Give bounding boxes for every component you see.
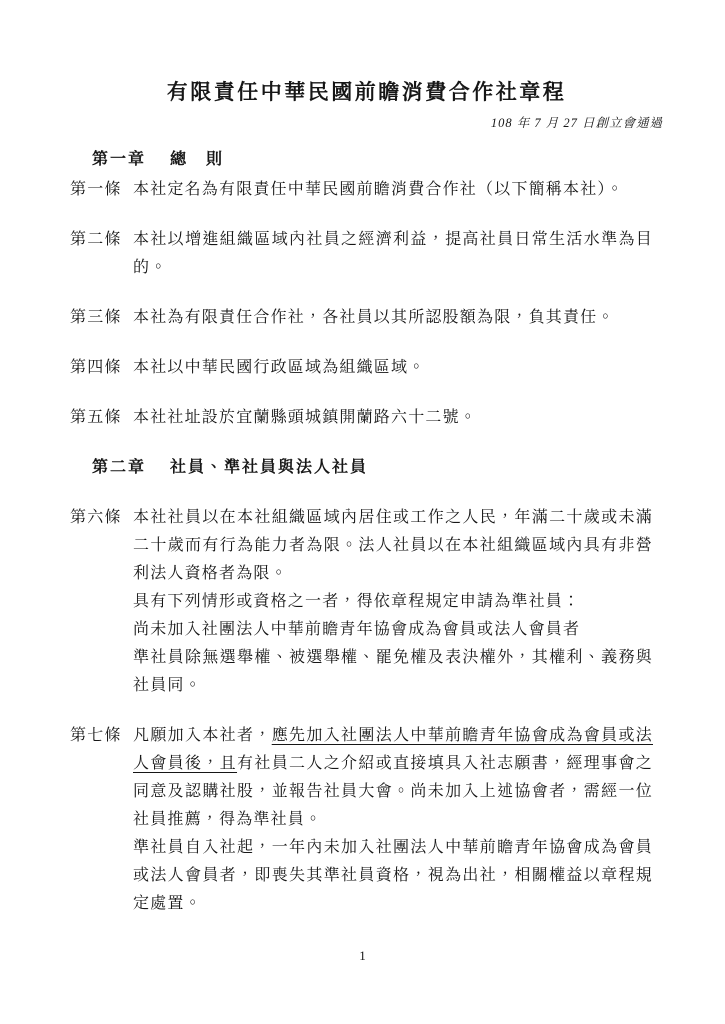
text-segment: 準社員自入社起，一年內未加入社團法人中華前瞻青年協會成為會員或法人會員者，即喪失其準社員資格，視為出社，相關權益以章程規定處置。 [133,839,653,912]
article-3 [70,304,663,332]
article-5 [70,404,663,432]
document-title: 有限責任中華民國前瞻消費合作社章程 [166,80,567,104]
underlined-clause: 應先加入社團法人中華前瞻青年協會成為會員或法人會員後，且 [133,727,653,772]
article-number: 第一條 [70,181,122,198]
article-number: 第三條 [70,309,122,326]
article-body [133,176,653,204]
article-1 [70,176,663,204]
text-segment: 具有下列情形或資格之一者，得依章程規定申請為準社員： [133,593,581,610]
text-segment: 有社員二人之介紹或直接填具入社志願書，經理事會之同意及認購社股，並報告社員大會。尚未加入上述協會者，需經一位社員推薦，得為準社員。 [133,755,653,828]
article-6 [70,504,663,700]
paragraph [133,226,653,282]
paragraph [133,616,653,644]
paragraph [133,304,653,332]
paragraph [133,834,653,918]
article-number: 第七條 [70,727,122,744]
article-7 [70,722,663,918]
text-segment: 凡願加入本社者， [133,727,272,744]
article-number: 第二條 [70,231,122,248]
article-body [133,304,653,332]
paragraph [133,404,653,432]
chapter-number: 第二章 [92,459,147,476]
paragraph [133,722,653,834]
chapter-number: 第一章 [92,151,147,168]
text-segment: 準社員除無選舉權、被選舉權、罷免權及表決權外，其權利、義務與社員同。 [133,649,653,694]
text-segment: 本社為有限責任合作社，各社員以其所認股額為限，負其責任。 [133,309,615,326]
chapter-title: 總 則 [170,151,225,168]
article-body [133,404,653,432]
adoption-note: 108 年 7 月 27 日創立會通過 [490,116,663,130]
text-segment: 本社社址設於宜蘭縣頭城鎮開蘭路六十二號。 [133,409,478,426]
article-4 [70,354,663,382]
text-segment: 本社以中華民國行政區域為組織區域。 [133,359,426,376]
text-segment: 本社社員以在本社組織區域內居住或工作之人民，年滿二十歲或未滿二十歲而有行為能力者為限。法人社員以在本社組織區域內具有非營利法人資格者為限。 [133,509,653,582]
page-number: 1 [359,948,366,963]
paragraph [133,504,653,588]
text-segment: 尚未加入社團法人中華前瞻青年協會成為會員或法人會員者 [133,621,581,638]
article-2 [70,226,663,282]
paragraph [133,176,653,204]
chapter-heading-2 [70,454,663,482]
article-body [133,722,653,918]
paragraph [133,588,653,616]
text-segment: 本社定名為有限責任中華民國前瞻消費合作社（以下簡稱本社）。 [133,181,624,198]
article-body [133,226,653,282]
paragraph [133,354,653,382]
chapter-title: 社員、準社員與法人社員 [170,459,369,476]
paragraph [133,644,653,700]
article-body [133,354,653,382]
article-number: 第六條 [70,509,122,526]
article-body [133,504,653,700]
chapter-heading-1 [70,146,663,174]
article-number: 第五條 [70,409,122,426]
text-segment: 本社以增進組織區域內社員之經濟利益，提高社員日常生活水準為目的。 [133,231,653,276]
article-number: 第四條 [70,359,122,376]
